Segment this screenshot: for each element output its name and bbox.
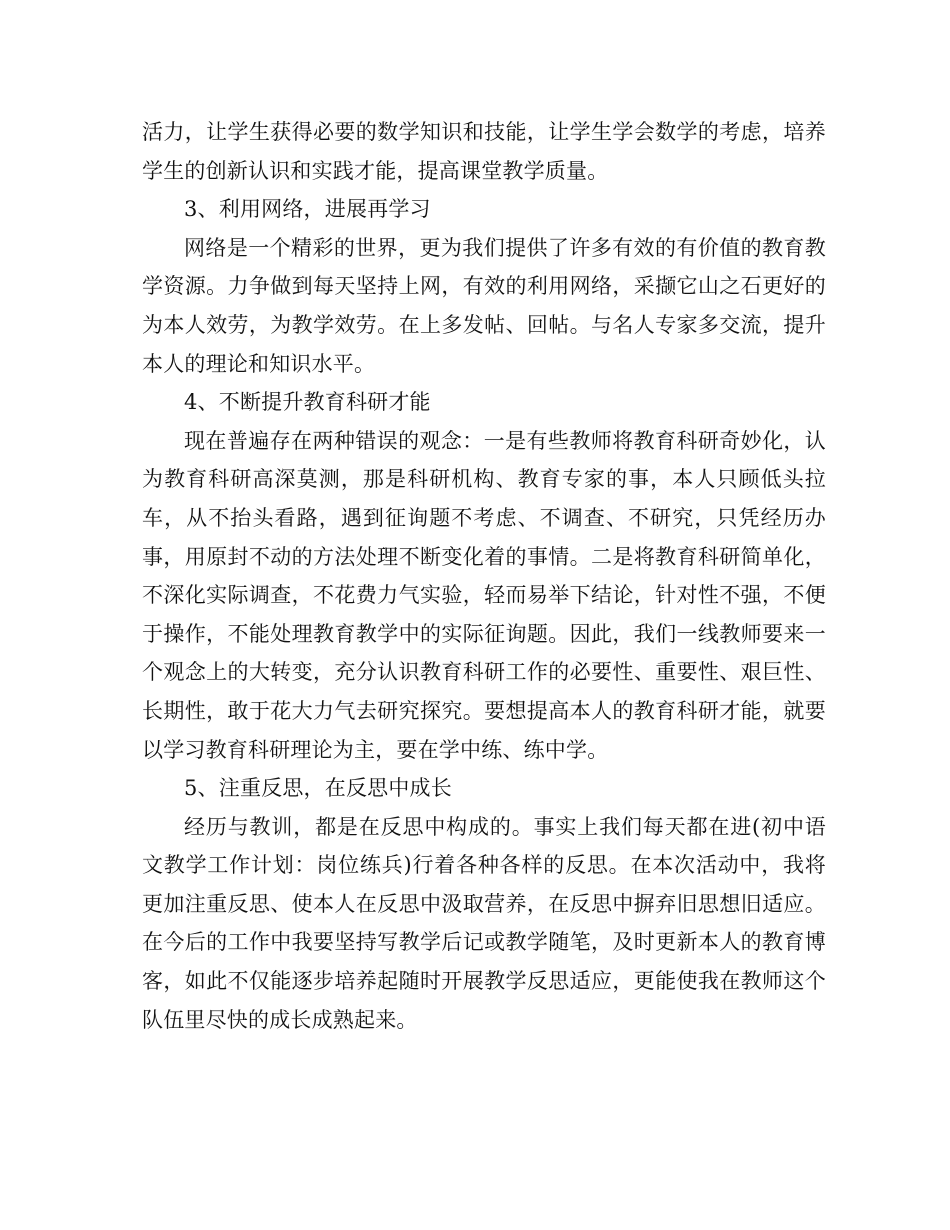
paragraph-network: 网络是一个精彩的世界，更为我们提供了许多有效的有价值的教育教学资源。力争做到每天坚持上网，有效的利用网络，采撷它山之石更好的为本人效劳，为教学效劳。在上多发帖、回帖。与名人专家多交流，提升本人的理论和知识水平。	[142, 235, 826, 376]
section-heading-4: 4、不断提升教育科研才能	[184, 390, 431, 415]
section-heading-5: 5、注重反思，在反思中成长	[184, 776, 452, 801]
paragraph-continuation: 活力，让学生获得必要的数学知识和技能，让学生学会数学的考虑，培养学生的创新认识和实践才能，提高课堂教学质量。	[142, 120, 826, 183]
paragraph-reflection: 经历与教训，都是在反思中构成的。事实上我们每天都在进(初中语文教学工作计划：岗位练兵)行着各种各样的反思。在本次活动中，我将更加注重反思、使本人在反思中汲取营养，在反思中摒弃旧思想旧适应。在今后的工作中我要坚持写教学后记或教学随笔，及时更新本人的教育博客，如此不仅能逐步培养起随时开展教学反思适应，更能使我在教师这个队伍里尽快的成长成熟起来。	[142, 814, 826, 1032]
section-heading-3: 3、利用网络，进展再学习	[184, 197, 431, 222]
document-body	[142, 113, 826, 1039]
paragraph-research: 现在普遍存在两种错误的观念：一是有些教师将教育科研奇妙化，认为教育科研高深莫测，那是科研机构、教育专家的事，本人只顾低头拉车，从不抬头看路，遇到征询题不考虑、不调查、不研究，只凭经历办事，用原封不动的方法处理不断变化着的事情。二是将教育科研简单化，不深化实际调查，不花费力气实验，轻而易举下结论，针对性不强，不便于操作，不能处理教育教学中的实际征询题。因此，我们一线教师要来一个观念上的大转变，充分认识教育科研工作的必要性、重要性、艰巨性、长期性，敢于花大力气去研究探究。要想提高本人的教育科研才能，就要以学习教育科研理论为主，要在学中练、练中学。	[142, 428, 826, 762]
